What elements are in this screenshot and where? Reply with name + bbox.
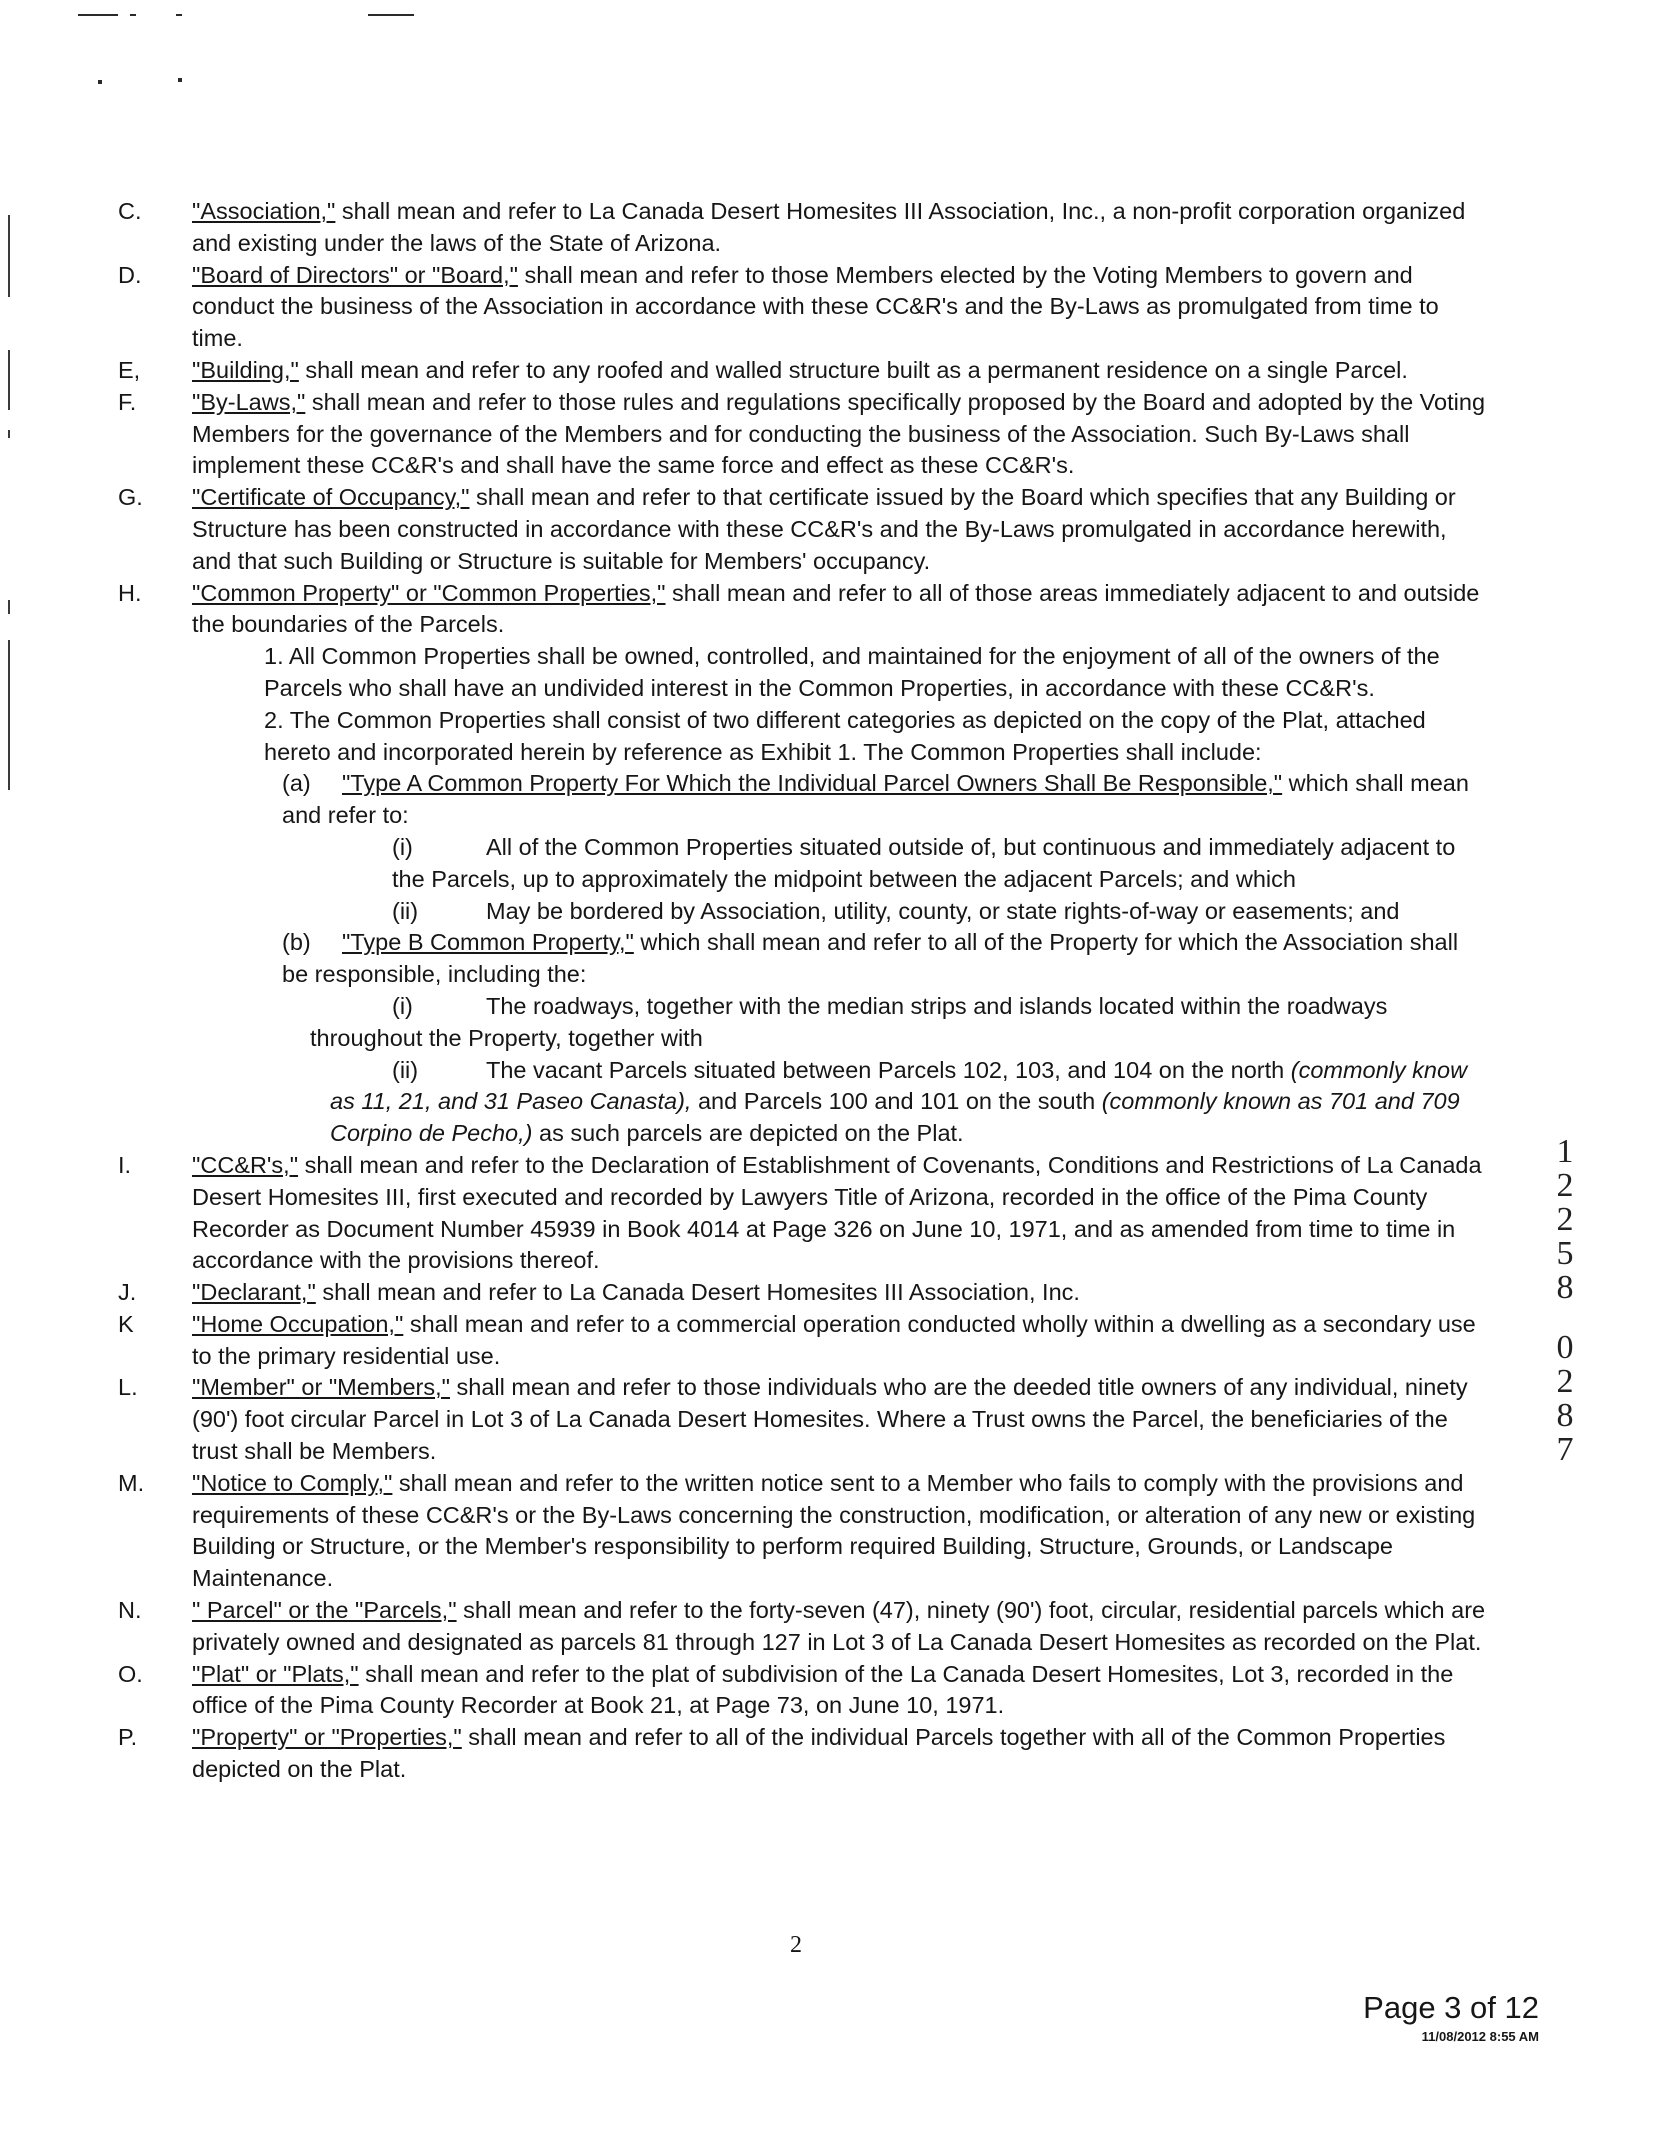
definition-text: shall mean and refer to La Canada Desert Homesites III Association, Inc. [315,1279,1080,1306]
definition-item [118,196,1488,260]
definition-item [118,1468,1488,1595]
defined-term: "By-Laws," [192,388,306,415]
roman-text: May be bordered by Association, utility, county, or state rights-of-way or easements; and [486,897,1400,924]
definition-item [118,260,1488,355]
item-letter: I. [118,1151,132,1178]
definition-item [118,355,1488,387]
stamp-digit: 2 [1556,1201,1574,1238]
subsection-a [192,768,1488,832]
change-bar [8,430,10,438]
subsection-2: 2. The Common Properties shall consist of two different categories as depicted on the copy of the Plat, attached hereto and incorporated herein by reference as Exhibit 1. The Common Properties shall include: [264,706,1426,765]
defined-term: "Home Occupation," [192,1310,404,1337]
definition-item [118,1372,1488,1467]
stamp-digit: 2 [1556,1167,1574,1204]
definition-text: shall mean and refer to La Canada Desert Homesites III Association, Inc., a non-profit corporation organized and existing under the laws of the State of Arizona. [192,198,1466,256]
scan-mark [78,14,118,16]
definition-item [118,1150,1488,1277]
defined-term: "Notice to Comply," [192,1469,393,1496]
definition-text: shall mean and refer to that certificate issued by the Board which specifies that any Building or Structure has been constructed in accordance with these CC&R's and the By-Laws promulgated in accordance herewith, and that such Building or Structure is suitable for Members' occupancy. [192,484,1456,574]
item-letter: L. [118,1374,138,1401]
footer-page-label: Page 3 of 12 [1363,1990,1539,2025]
defined-term: "Type B Common Property," [342,929,634,956]
roman-label: (ii) [392,1056,419,1083]
definition-text: which shall mean and refer to all of the Property for which the Association shall be responsible, including the: [282,929,1459,988]
roman-label: (i) [392,992,413,1019]
item-letter: O. [118,1660,143,1687]
definition-text: shall mean and refer to a commercial operation conducted wholly within a dwelling as a secondary use to the primary residential use. [192,1310,1476,1369]
definition-item [118,1277,1488,1309]
defined-term: "Member" or "Members," [192,1374,450,1401]
definition-item [118,1309,1488,1373]
subsection-b-label: (b) [282,929,311,956]
subsection-b-i [192,991,1488,1055]
defined-term: "Declarant," [192,1279,316,1306]
roman-text-italic: (commonly known as 701 and 709 Corpino de Pecho,) [330,1088,1460,1147]
item-letter: M. [118,1469,145,1496]
item-letter: F. [118,388,137,415]
defined-term: "Board of Directors" or "Board," [192,261,518,288]
defined-term: " Parcel" or the "Parcels," [192,1597,457,1624]
change-bar [8,640,10,790]
footer-timestamp: 11/08/2012 8:55 AM [1421,2029,1539,2044]
change-bar [8,215,10,297]
defined-term: "Association," [192,198,336,224]
stamp-digit: 1 [1556,1133,1574,1170]
roman-text: and Parcels 100 and 101 on the south [691,1088,1102,1115]
definition-text: shall mean and refer to those individuals who are the deeded title owners of any individual, ninety (90') foot circular Parcel in Lot 3 of La Canada Desert Homesites. Where a Trust owns the Parcel, the beneficiaries of the trust shall be Members. [192,1374,1468,1465]
definition-text: shall mean and refer to the forty-seven (47), ninety (90') foot, circular, residential parcels which are privately owned and designated as parcels 81 through 127 in Lot 3 of La Canada Desert Homesites as recorded on the Plat. [192,1597,1486,1655]
item-letter: N. [118,1597,142,1624]
subsection-1: 1. All Common Properties shall be owned, controlled, and maintained for the enjoyment of all of the owners of the Parcels who shall have an undivided interest in the Common Properties, in accordance with these CC&R's. [264,643,1440,701]
scan-mark [178,78,182,82]
subsection-a-i [192,832,1488,896]
item-letter: P. [118,1724,138,1751]
subsection-b-ii [192,1055,1488,1150]
definition-item [118,1722,1488,1786]
roman-text-italic: (commonly know as 11, 21, and 31 Paseo Canasta), [330,1056,1468,1115]
definition-text: shall mean and refer to the plat of subdivision of the La Canada Desert Homesites, Lot 3, recorded in the office of the Pima County Recorder at Book 21, at Page 73, on June 10, 1971. [192,1660,1454,1719]
definitions-list [118,196,1488,1786]
subsection-a-ii [192,896,1488,928]
defined-term: "Certificate of Occupancy," [192,484,470,511]
definition-text: shall mean and refer to those rules and regulations specifically proposed by the Board and adopted by the Voting Members for the governance of the Members and for conducting the business of the Association. Such By-Laws shall implement these CC&R's and shall have the same force and effect as these CC&R's. [192,388,1486,479]
roman-label: (i) [392,833,413,860]
defined-term: "CC&R's," [192,1151,299,1178]
common-property-subsections [118,641,1488,1150]
stamp-digit: 2 [1556,1363,1574,1400]
page-number: 2 [790,1932,802,1958]
item-letter: H. [118,579,142,606]
stamp-digit: 8 [1556,1269,1574,1306]
stamp-gap [1550,1305,1580,1331]
scan-mark [176,14,182,16]
change-bar [8,600,10,614]
definition-item [118,1659,1488,1723]
item-letter: G. [118,484,143,511]
item-letter: D. [118,261,142,288]
item-letter: E, [118,356,141,383]
definition-text: shall mean and refer to the written notice sent to a Member who fails to comply with the provisions and requirements of these CC&R's or the By-Laws concerning the construction, modification, or alteration of any new or existing Building or Structure, or the Member's responsibility to perform required Building, Structure, Grounds, or Landscape Maintenance. [192,1469,1476,1592]
definition-text: shall mean and refer to any roofed and walled structure built as a permanent residence on a single Parcel. [298,356,1408,383]
recorder-stamp [1550,1135,1580,1467]
defined-term: "Type A Common Property For Which the Individual Parcel Owners Shall Be Responsible," [342,770,1283,797]
stamp-digit: 5 [1556,1235,1574,1272]
item-letter: C. [118,198,142,224]
roman-label: (ii) [392,897,419,924]
defined-term: "Plat" or "Plats," [192,1660,359,1687]
definition-text: shall mean and refer to those Members elected by the Voting Members to govern and conduct the business of the Association in accordance with these CC&R's and the By-Laws as promulgated from time to time. [192,261,1439,352]
scan-mark [130,14,136,16]
stamp-digit: 7 [1556,1431,1574,1468]
stamp-digit: 8 [1556,1397,1574,1434]
item-letter: J. [118,1279,137,1306]
definition-item [118,387,1488,482]
roman-text: All of the Common Properties situated outside of, but continuous and immediately adjacent to the Parcels, up to approximately the midpoint between the adjacent Parcels; and which [392,833,1456,892]
scan-mark [98,80,102,84]
subsection-a-label: (a) [282,770,311,797]
change-bar [8,350,10,410]
roman-text: The vacant Parcels situated between Parcels 102, 103, and 104 on the north [486,1056,1291,1083]
defined-term: "Common Property" or "Common Properties," [192,579,666,606]
defined-term: "Property" or "Properties," [192,1724,462,1751]
subsection-b [192,927,1488,991]
item-letter: K [118,1310,134,1337]
definition-item [118,1595,1488,1659]
stamp-digit: 0 [1556,1329,1574,1366]
definition-text: which shall mean and refer to: [282,770,1469,829]
defined-term: "Building," [192,356,299,383]
roman-text: as such parcels are depicted on the Plat. [532,1120,964,1147]
definition-item [118,578,1488,642]
definition-text: shall mean and refer to the Declaration of Establishment of Covenants, Conditions and Restrictions of La Canada Desert Homesites III, first executed and recorded by Lawyers Title of Arizona, recorded in the office of the Pima County Recorder as Document Number 45939 in Book 4014 at Page 326 on June 10, 1971, and as amended from time to time in accordance with the provisions thereof. [192,1151,1482,1274]
definition-text: shall mean and refer to all of the individual Parcels together with all of the Common Properties depicted on the Plat. [192,1724,1446,1783]
scan-mark [368,14,414,16]
roman-text: The roadways, together with the median strips and islands located within the roadways throughout the Property, together with [310,992,1388,1051]
definition-item [118,482,1488,577]
definition-text: shall mean and refer to all of those areas immediately adjacent to and outside the boundaries of the Parcels. [192,579,1480,638]
